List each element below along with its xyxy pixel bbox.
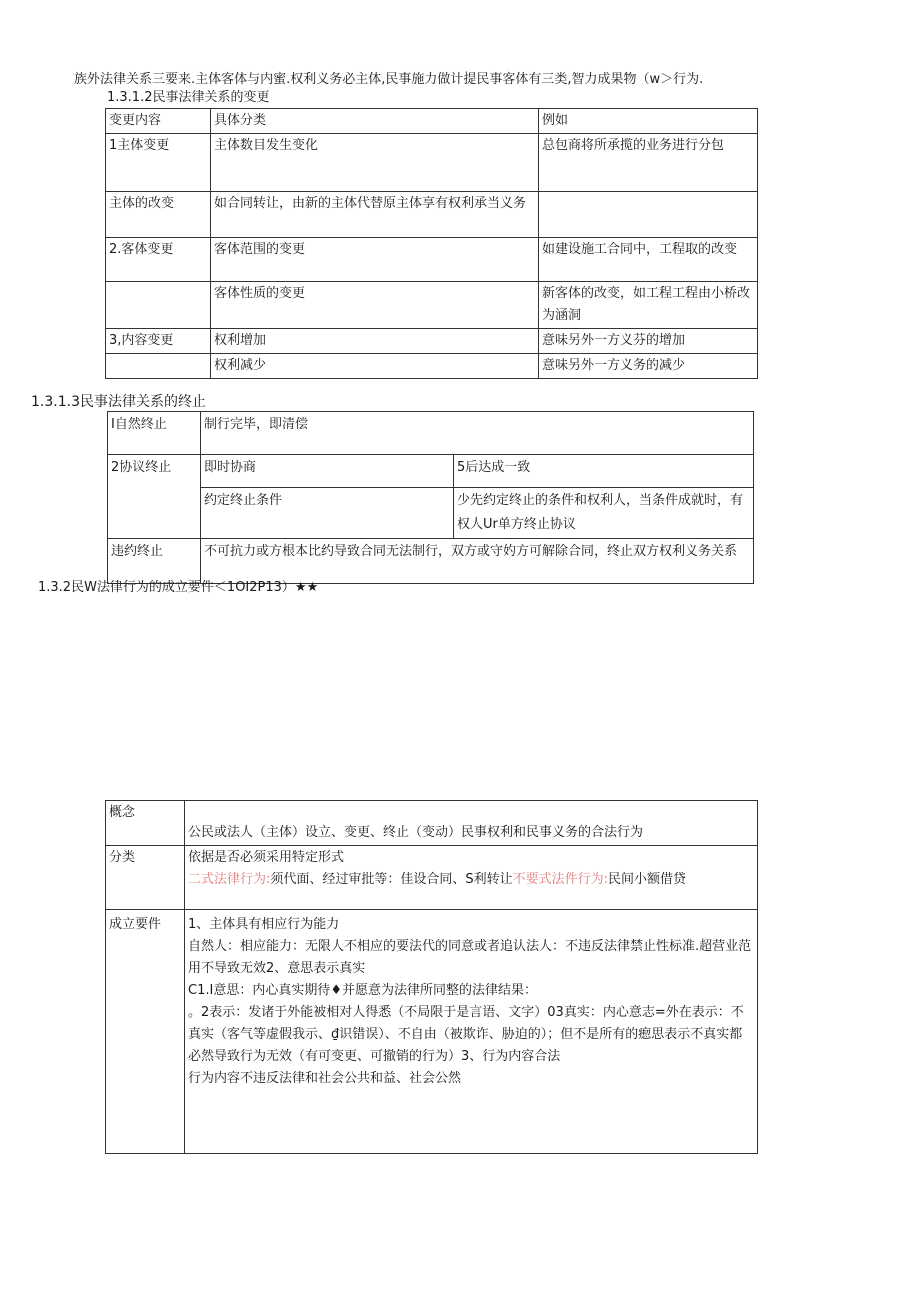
- table-cell: 2.客体变更: [106, 238, 211, 282]
- table-row: [106, 134, 758, 192]
- intro-text: 族外法律关系三要来.主体客体与内蜜.权利义务必主体,民事施力做计提民事客体有三类,智力成果物（w＞行为.: [74, 72, 704, 87]
- informal-act-text: 民间小额借贷: [608, 872, 687, 887]
- table-cell: 即时协商: [201, 455, 454, 488]
- table-header-row: [106, 109, 758, 134]
- header-cell: 具体分类: [211, 109, 539, 134]
- table-row: [108, 488, 754, 539]
- elements-line: C1.I意思：内心真实期待♦并愿意为法律所同整的法律结果：: [188, 983, 537, 998]
- table-cell: 主体数目发生变化: [211, 134, 539, 192]
- table-cell: 主体的改变: [106, 192, 211, 238]
- elements-line: 。2表示：发诸于外能被相对人得悉（不局限于是言语、文字）03真实：内心意志=外在表示：不真实（客气等虚假我示、₫识错误）、不自由（被欺诈、胁迫的）；但不是所有的瘛思表示不真实都必然导致行为无效（有可变更、可撤销的行为）3、行为内容合法: [188, 1005, 744, 1064]
- table-cell: 概念: [106, 801, 185, 846]
- table-row: [106, 801, 758, 846]
- legal-act-table: [105, 800, 758, 1154]
- table-cell: 不可抗力或方根本比约导致合同无法制行，双方或守妁方可解除合同，终止双方权利义务关系: [201, 539, 754, 584]
- header-cell: 例如: [539, 109, 758, 134]
- table-cell: 意味另外一方义务的减少: [539, 354, 758, 379]
- table-cell: 公民或法人（主体）设立、变更、终止（变动）民事权利和民事义务的合法行为: [185, 801, 758, 846]
- category-line: 依据是否必须采用特定形式: [188, 850, 345, 865]
- table-cell: 5后达成一致: [454, 455, 754, 488]
- change-table: [105, 108, 758, 379]
- table-cell: 约定终止条件: [201, 488, 454, 539]
- table-row: [106, 238, 758, 282]
- table-cell: 意味另外一方义芬的增加: [539, 329, 758, 354]
- table-cell: 如建设施工合同中，工程取的改变: [539, 238, 758, 282]
- table-cell: 违约终止: [108, 539, 201, 584]
- section-heading-legal-act: 1.3.2民W法律行为的成立要件＜1OI2P13）★★: [38, 580, 319, 595]
- elements-line: 自然人：相应能力：无限人不相应的要法代的同意或者追认法人：不违反法律禁止性标准.超营业范用不导致无效2、意思表示真实: [188, 939, 752, 976]
- table-cell: 成立要件: [106, 910, 185, 1154]
- table-cell: 3,内容变更: [106, 329, 211, 354]
- table-cell: [106, 354, 211, 379]
- section-heading-change: 1.3.1.2民事法律关系的变更: [107, 90, 270, 105]
- table-cell: [106, 282, 211, 329]
- table-cell: 客体范围的变更: [211, 238, 539, 282]
- table-row: [106, 910, 758, 1154]
- table-cell: 新客体的改变，如工程工程由小桥改为涵洞: [539, 282, 758, 329]
- table-row: [106, 846, 758, 910]
- table-cell: 权利增加: [211, 329, 539, 354]
- table-cell: 分类: [106, 846, 185, 910]
- formal-act-text: 须代面、经过审批等：佳设合同、S利转让: [270, 872, 513, 887]
- table-cell: [185, 846, 758, 910]
- formal-act-label: 二式法律行为:: [188, 872, 271, 887]
- table-row: [108, 539, 754, 584]
- table-cell: 如合同转让，由新的主体代替原主体享有权利承当义务: [211, 192, 539, 238]
- table-cell: [539, 192, 758, 238]
- table-cell: 总包商将所承揽的业务进行分包: [539, 134, 758, 192]
- table-row: [108, 455, 754, 488]
- table-row: [106, 282, 758, 329]
- category-line: [188, 869, 754, 891]
- table-row: [106, 192, 758, 238]
- header-cell: 变更内容: [106, 109, 211, 134]
- elements-line: 1、主体具有相应行为能力: [188, 917, 340, 932]
- table-cell: 2协议终止: [108, 455, 201, 539]
- table-cell: 制行完毕，即清偿: [201, 412, 754, 455]
- table-cell: I自然终止: [108, 412, 201, 455]
- table-cell: 少先约定终止的条件和权利人，当条件成就时，有权人Ur单方终止协议: [454, 488, 754, 539]
- table-row: [106, 354, 758, 379]
- table-cell: 客体性质的变更: [211, 282, 539, 329]
- table-cell: [185, 910, 758, 1154]
- section-heading-termination: 1.3.1.3民事法律关系的终止: [31, 394, 206, 410]
- termination-table: [107, 411, 754, 584]
- elements-line: 行为内容不违反法律和社会公共和益、社会公然: [188, 1071, 462, 1086]
- table-cell: 权利减少: [211, 354, 539, 379]
- table-cell: 1主体变更: [106, 134, 211, 192]
- informal-act-label: 不要式法件行为:: [512, 872, 609, 887]
- table-row: [108, 412, 754, 455]
- table-row: [106, 329, 758, 354]
